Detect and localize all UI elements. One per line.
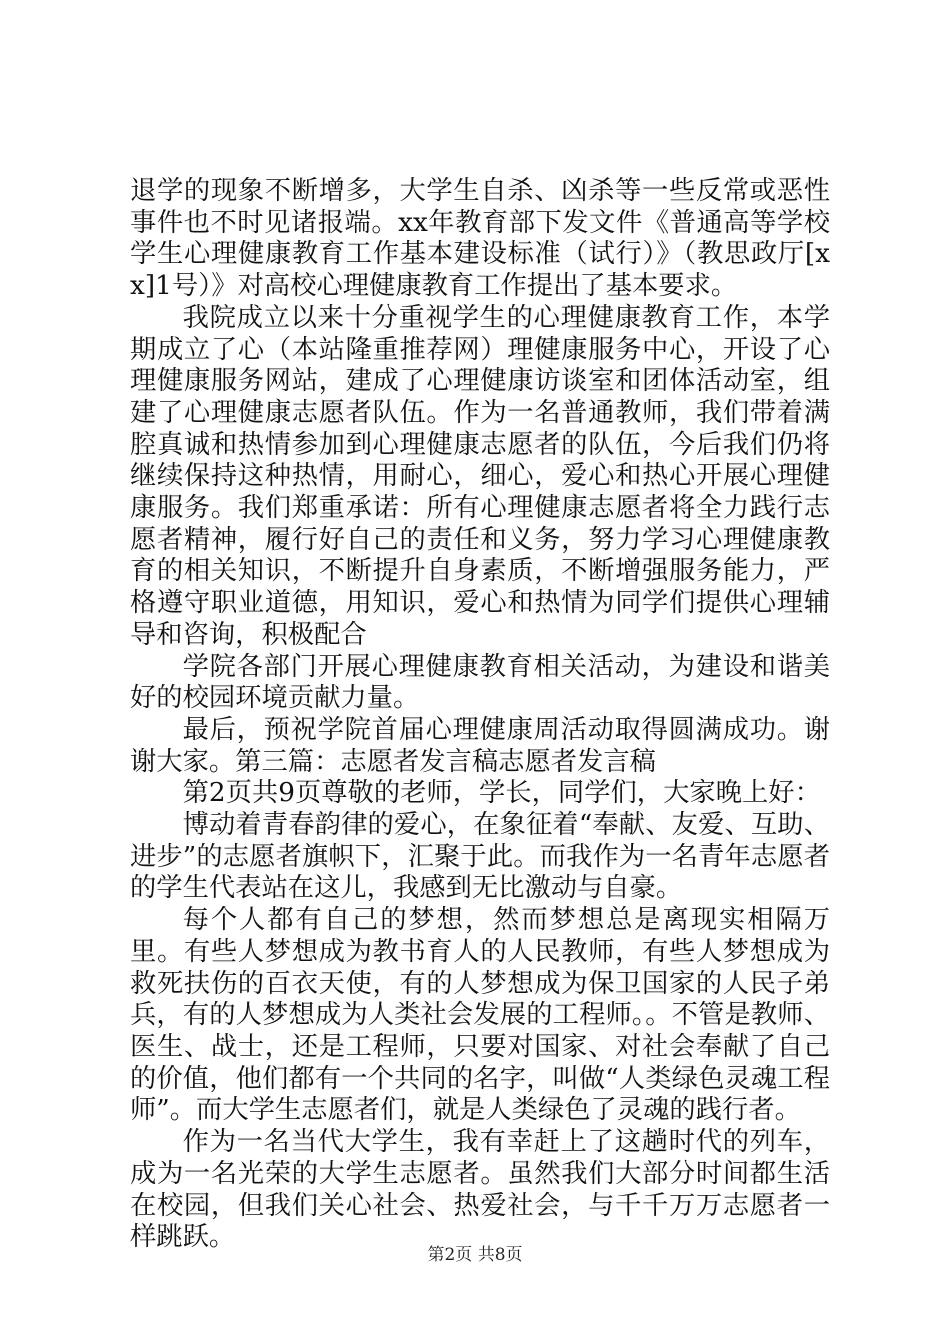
page-footer: 第2页 共8页 — [427, 1245, 523, 1265]
paragraph-2: 我院成立以来十分重视学生的心理健康教育工作，本学期成立了心（本站隆重推荐网）理健康服务中心，开设了心理健康服务网站，建成了心理健康访谈室和团体活动室，组建了心理健康志愿者队伍。作为一名普通教师，我们带着满腔真诚和热情参加到心理健康志愿者的队伍，今后我们仍将继续保持这种热情，用耐心，细心，爱心和热心开展心理健康服务。我们郑重承诺：所有心理健康志愿者将全力践行志愿者精神，履行好自己的责任和义务，努力学习心理健康教育的相关知识，不断提升自身素质，不断增强服务能力，严格遵守职业道德，用知识，爱心和热情为同学们提供心理辅导和咨询，积极配合 — [130, 302, 830, 650]
document-body — [130, 176, 830, 1254]
paragraph-8: 作为一名当代大学生，我有幸赶上了这趟时代的列车，成为一名光荣的大学生志愿者。虽然我们大部分时间都生活在校园，但我们关心社会、热爱社会，与千千万万志愿者一样跳跃。 — [130, 1127, 830, 1253]
paragraph-6: 博动着青春韵律的爱心，在象征着“奉献、友爱、互助、进步”的志愿者旗帜下，汇聚于此。而我作为一名青年志愿者的学生代表站在这儿，我感到无比激动与自豪。 — [130, 810, 830, 904]
paragraph-3: 学院各部门开展心理健康教育相关活动，为建设和谐美好的校园环境贡献力量。 — [130, 651, 830, 714]
paragraph-1: 退学的现象不断增多，大学生自杀、凶杀等一些反常或恶性事件也不时见诸报端。xx年教育部下发文件《普通高等学校学生心理健康教育工作基本建设标准（试行）》（教思政厅[xx]1号）》对高校心理健康教育工作提出了基本要求。 — [130, 176, 830, 302]
paragraph-4: 最后，预祝学院首届心理健康周活动取得圆满成功。谢谢大家。第三篇：志愿者发言稿志愿者发言稿 — [130, 714, 830, 777]
paragraph-5: 第2页共9页尊敬的老师，学长，同学们，大家晚上好： — [182, 778, 821, 809]
paragraph-7: 每个人都有自己的梦想，然而梦想总是离现实相隔万里。有些人梦想成为教书育人的人民教师，有些人梦想成为救死扶伤的百衣天使，有的人梦想成为保卫国家的人民子弟兵，有的人梦想成为人类社会发展的工程师。。不管是教师、医生、战士，还是工程师，只要对国家、对社会奉献了自己的价值，他们都有一个共同的名字，叫做“人类绿色灵魂工程师”。而大学生志愿者们，就是人类绿色了灵魂的践行者。 — [130, 905, 830, 1126]
